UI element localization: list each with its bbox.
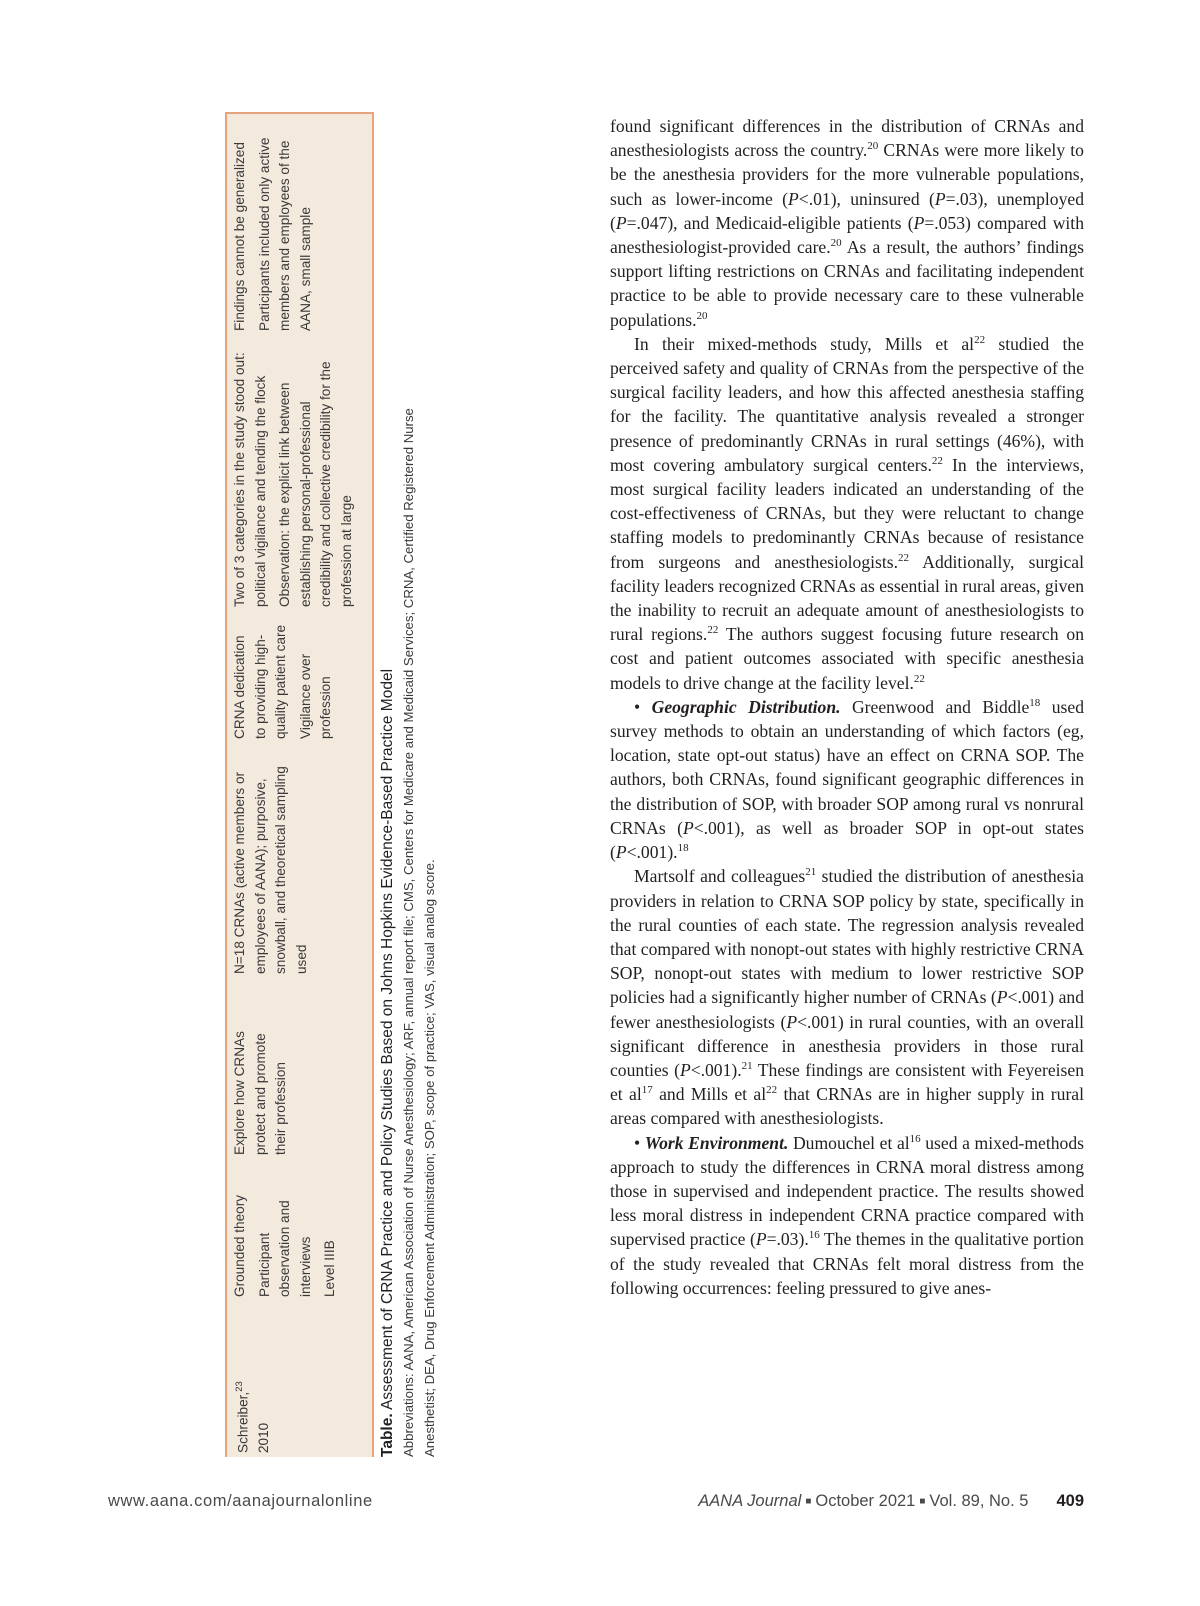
paragraph: found significant differences in the distribution of CRNAs and anesthesiologists across the country.$^{20}$ CRNAs were more likely to be the anesthesia providers for the more vulnerable populations, such as lower-income (P<.01), uninsured (P=.03), unemployed (P=.047), and Medicaid-eligible patients (P=.053) compared with anesthesiologist-provided care.$^{20}$ As a result, the authors’ findings support lifting restrictions on CRNAs and facilitating independent practice to be able to provide necessary care to these vulnerable populations.$^{20}$ bbox=[610, 116, 1085, 330]
table-region bbox=[225, 112, 450, 1457]
table-abbreviations: Abbreviations: AANA, American Association of Nurse Anesthesiology; ARF, annual report file; CMS, Centers for Medicare and Medicaid Services; CRNA, Certified Registered Nurse bbox=[401, 408, 416, 1457]
author-year: 2010 bbox=[256, 1422, 272, 1453]
paragraph: • Work Environment. Dumouchel et $al^{16}$ used a mixed-methods approach to study the differences in CRNA moral distress among those in supervised and independent practice. The results showed less moral distress in independent CRNA practice compared with supervised practice (P=.03).$^{16}$ The themes in the qualitative portion of the study revealed that CRNAs felt moral distress from the following occurrences: feeling pressured to give anes- bbox=[610, 1132, 1084, 1298]
limitations-1: Findings cannot be generalized bbox=[232, 142, 247, 331]
volume-number: Vol. 89, No. 5 bbox=[929, 1492, 1029, 1510]
col-author bbox=[230, 1303, 275, 1453]
table-abbreviations-cont: Anesthetist; DEA, Drug Enforcement Administration; SOP, scope of practice; VAS, visual analog score. bbox=[422, 859, 437, 1457]
table-row bbox=[225, 112, 374, 1457]
square-separator-icon: ■ bbox=[805, 1496, 812, 1507]
paragraph: • Geographic Distribution. Greenwood and Biddle$^{18}$ used survey methods to obtain an understanding of which factors (eg, location, state opt-out status) have an effect on CRNA SOP. The authors, both CRNAs, found significant geographic differences in the distribution of SOP, with broader SOP among rural vs nonrural CRNAs (P<.001), as well as broader SOP in opt-out states (P<.001).$^{18}$ bbox=[610, 696, 1084, 863]
body-text bbox=[610, 114, 1084, 1300]
journal-name: AANA Journal bbox=[698, 1492, 802, 1510]
page-number: 409 bbox=[1056, 1492, 1084, 1510]
footer-citation bbox=[698, 1492, 1084, 1511]
findings-1: Two of 3 categories in the study stood out: political vigilance and tending the flock bbox=[232, 352, 268, 607]
paragraph: In their mixed-methods study, Mills et $al^{22}$ studied the perceived safety and quality of CRNAs from the perspective of the surgical facility leaders, and how this affected anesthesia staffing for the facility. The quantitative analysis revealed a stronger presence of predominantly CRNAs in rural settings (46%), with most covering ambulatory surgical centers.$^{22}$ In the interviews, most surgical facility leaders indicated an understanding of the cost-effectiveness of CRNAs, but they were reluctant to change staffing models to predominantly CRNAs because of resistance from surgeons and anesthesiologists.$^{22}$ Additionally, surgical facility leaders recognized CRNAs as essential in rural areas, given the inability to recruit an adequate amount of anesthesiologists to rural regions.$^{22}$ The authors suggest focusing future research on cost and patient outcomes associated with specific anesthesia models to drive change at the facility level.$^{22}$ bbox=[610, 333, 1084, 693]
col-limitations bbox=[230, 117, 316, 331]
themes-2: Vigilance over profession bbox=[297, 653, 333, 739]
col-purpose bbox=[230, 1005, 292, 1155]
col-design bbox=[230, 1187, 341, 1297]
author-cell: Schreiber,$^{23}$ bbox=[234, 1381, 251, 1453]
col-sample bbox=[230, 744, 312, 974]
sample-text: N=18 CRNAs (active members or employees of AANA); purposive, snowball, and theoretical sampling used bbox=[232, 766, 309, 974]
table-title: Table. Assessment of CRNA Practice and Policy Studies Based on Johns Hopkins Evidence-Based Practice Model bbox=[379, 668, 396, 1457]
design-level: Level IIIB bbox=[322, 1240, 337, 1297]
table-rotated bbox=[225, 112, 450, 1457]
design-method: Grounded theory bbox=[232, 1194, 247, 1297]
limitations-2: Participants included only active members and employees of the AANA, small sample bbox=[256, 137, 313, 331]
col-themes bbox=[230, 624, 337, 739]
purpose-text: Explore how CRNAs protect and promote their profession bbox=[232, 1031, 288, 1155]
square-separator-icon: ■ bbox=[919, 1496, 926, 1507]
table-caption bbox=[377, 112, 440, 1457]
themes-1: CRNA dedication to providing high-quality patient care bbox=[232, 624, 288, 739]
issue-date: October 2021 bbox=[815, 1492, 916, 1510]
col-findings bbox=[230, 347, 357, 607]
design-data: Participant observation and interviews bbox=[256, 1200, 313, 1297]
paragraph: Martsolf and colleagues$^{21}$ studied the distribution of anesthesia providers in relation to CRNA SOP policy by state, specifically in the rural counties of each state. The regression analysis revealed that compared with nonopt-out states with highly restrictive CRNA SOP, nonopt-out states with medium to lower restrictive SOP policies had a significantly higher number of CRNAs (P<.001) and fewer anesthesiologists (P<.001) in rural counties, with an overall significant difference in anesthesia providers in those rural counties (P<.001).$^{21}$ These findings are consistent with Feyereisen et $al^{17}$ and Mills et $al^{22}$ that CRNAs are in higher supply in rural areas compared with anesthesiologists. bbox=[610, 866, 1084, 1129]
findings-2: Observation: the explicit link between establishing personal-professional credibility and collective credibility for the profession at large bbox=[277, 361, 354, 607]
journal-url: www.aana.com/aanajournalonline bbox=[108, 1492, 373, 1510]
